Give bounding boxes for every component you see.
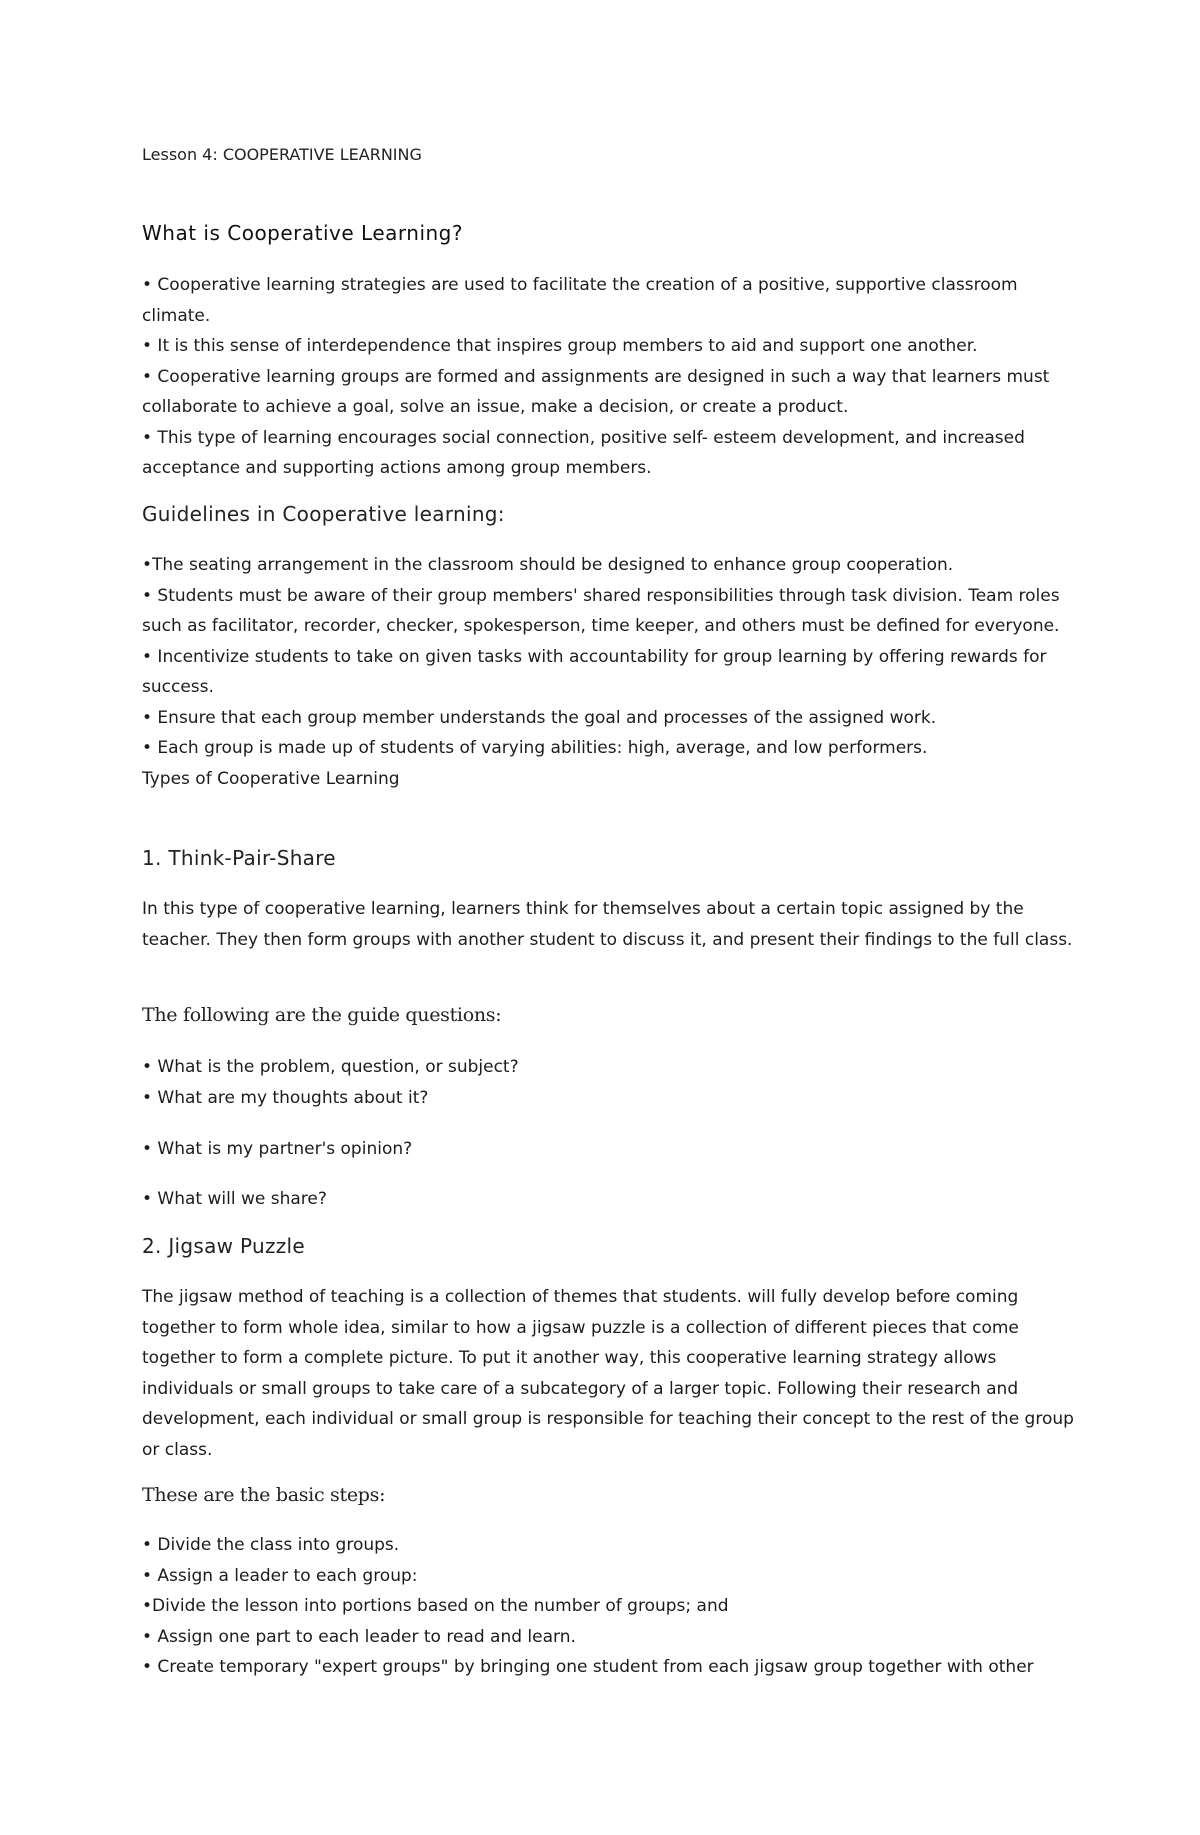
what-is-heading: What is Cooperative Learning? — [142, 221, 463, 245]
step-item: • Divide the class into groups. — [142, 1535, 400, 1555]
think-pair-share-section — [142, 846, 1082, 870]
guide-questions-list-a — [142, 1052, 1082, 1113]
guide-questions-lead — [142, 1004, 1082, 1026]
think-pair-share-body — [142, 894, 1082, 955]
question-item: • What is the problem, question, or subject? — [142, 1057, 519, 1077]
types-label: Types of Cooperative Learning — [142, 768, 400, 789]
lesson-title: Lesson 4: COOPERATIVE LEARNING — [142, 145, 422, 164]
basic-steps-list — [142, 1530, 1082, 1683]
jigsaw-section — [142, 1234, 1082, 1258]
jigsaw-heading: 2. Jigsaw Puzzle — [142, 1234, 306, 1258]
paragraph: In this type of cooperative learning, learners think for themselves about a certain topic assigned by the teacher. They then form groups with another student to discuss it, and present their findings to the full class. — [142, 899, 1073, 950]
step-item: • Assign a leader to each group: — [142, 1565, 418, 1586]
paragraph: The jigsaw method of teaching is a collection of themes that students. will fully develop before coming together to form whole idea, similar to how a jigsaw puzzle is a collection of different pieces that come together to form a complete picture. To put it another way, this cooperative learning strategy allows individuals or small groups to take care of a subcategory of a larger topic. Following their research and development, each individual or small group is responsible for teaching their concept to the rest of the group or class. — [142, 1287, 1074, 1460]
step-item: •Divide the lesson into portions based on the number of groups; and — [142, 1596, 729, 1616]
guide-questions-list-b — [142, 1134, 1082, 1165]
step-item: • Create temporary "expert groups" by bringing one student from each jigsaw group together with other — [142, 1657, 1034, 1677]
step-item: • Assign one part to each leader to read and learn. — [142, 1626, 576, 1647]
basic-steps-lead — [142, 1484, 1082, 1506]
guide-questions-list-c — [142, 1184, 1082, 1215]
what-is-bullets — [142, 270, 1082, 484]
bullet-item: • Incentivize students to take on given tasks with accountability for group learning by offering rewards for success. — [142, 646, 1047, 697]
what-is-section — [142, 221, 1082, 245]
bullet-item: • Each group is made up of students of varying abilities: high, average, and low performers. — [142, 738, 928, 758]
bullet-item: • Cooperative learning strategies are used to facilitate the creation of a positive, supportive classroom climate. — [142, 275, 1018, 326]
bullet-item: • Ensure that each group member understands the goal and processes of the assigned work. — [142, 707, 937, 728]
bullet-item: •The seating arrangement in the classroom should be designed to enhance group cooperation. — [142, 555, 954, 575]
guide-questions-lead-text: The following are the guide questions: — [142, 1004, 502, 1026]
bullet-item: • It is this sense of interdependence that inspires group members to aid and support one another. — [142, 336, 978, 356]
guidelines-section — [142, 502, 1082, 526]
guidelines-heading: Guidelines in Cooperative learning: — [142, 502, 505, 526]
bullet-item: • Cooperative learning groups are formed and assignments are designed in such a way that learners must collaborate to achieve a goal, solve an issue, make a decision, or create a product. — [142, 366, 1050, 417]
question-item: • What will we share? — [142, 1189, 327, 1209]
think-pair-share-heading: 1. Think-Pair-Share — [142, 846, 336, 870]
guidelines-bullets — [142, 550, 1082, 794]
question-item: • What are my thoughts about it? — [142, 1087, 429, 1108]
bullet-item: • Students must be aware of their group members' shared responsibilities through task division. Team roles such as facilitator, recorder, checker, spokesperson, time keeper, and others must be defined for everyone. — [142, 585, 1060, 636]
jigsaw-body — [142, 1282, 1082, 1465]
basic-steps-lead-text: These are the basic steps: — [142, 1484, 386, 1506]
bullet-item: • This type of learning encourages social connection, positive self- esteem development, and increased acceptance and supporting actions among group members. — [142, 427, 1025, 478]
question-item: • What is my partner's opinion? — [142, 1139, 413, 1159]
